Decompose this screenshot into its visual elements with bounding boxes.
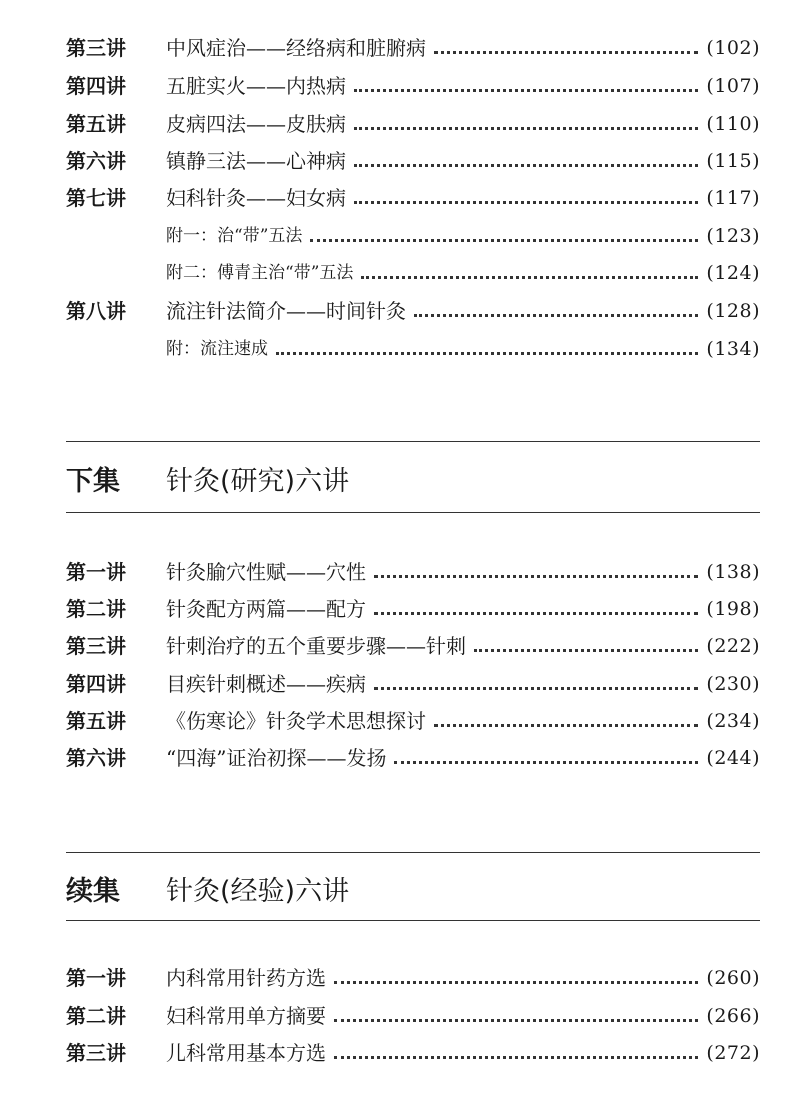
dot-leader <box>276 352 698 355</box>
dot-leader <box>361 276 698 279</box>
toc-entry[interactable] <box>66 181 760 215</box>
dot-leader <box>434 724 698 727</box>
lecture-number: 第五讲 <box>66 709 126 733</box>
lecture-number: 第五讲 <box>66 112 126 136</box>
dot-leader <box>334 981 698 984</box>
toc-subentry[interactable] <box>66 219 760 253</box>
page-number: (260) <box>706 967 760 989</box>
page-number: (102) <box>706 37 760 59</box>
dot-leader <box>354 127 698 130</box>
toc-entry[interactable] <box>66 704 760 738</box>
entry-title: 针刺治疗的五个重要步骤——针刺 <box>166 634 466 658</box>
page-number: (222) <box>706 635 760 657</box>
toc-entry[interactable] <box>66 69 760 103</box>
entry-title: 中风症治——经络病和脏腑病 <box>166 36 426 60</box>
entry-title: 附：流注速成 <box>166 339 268 359</box>
page-number: (272) <box>706 1042 760 1064</box>
dot-leader <box>334 1056 698 1059</box>
page-number: (117) <box>706 187 760 209</box>
toc-entry[interactable] <box>66 999 760 1033</box>
lecture-number: 第二讲 <box>66 1004 126 1028</box>
page-number: (266) <box>706 1005 760 1027</box>
entry-title: 附二：傅青主治“带”五法 <box>166 263 354 283</box>
toc-entry[interactable] <box>66 294 760 328</box>
dot-leader <box>374 575 698 578</box>
lecture-number: 第六讲 <box>66 746 126 770</box>
dot-leader <box>310 239 698 242</box>
lecture-number: 第一讲 <box>66 560 126 584</box>
page-number: (244) <box>706 747 760 769</box>
page-number: (110) <box>706 113 760 135</box>
entry-title: 妇科针灸——妇女病 <box>166 186 346 210</box>
page-number: (198) <box>706 598 760 620</box>
section-top-rule <box>66 441 760 442</box>
toc-entry[interactable] <box>66 144 760 178</box>
page-number: (234) <box>706 710 760 732</box>
section-title: 针灸(经验)六讲 <box>166 875 350 907</box>
entry-title: 《伤寒论》针灸学术思想探讨 <box>166 709 426 733</box>
entry-title: 镇静三法——心神病 <box>166 149 346 173</box>
entry-title: 内科常用针药方选 <box>166 966 326 990</box>
section-bottom-rule <box>66 920 760 921</box>
section-heading <box>66 868 349 908</box>
dot-leader <box>354 201 698 204</box>
dot-leader <box>394 761 698 764</box>
entry-title: 皮病四法——皮肤病 <box>166 112 346 136</box>
entry-title: 儿科常用基本方选 <box>166 1041 326 1065</box>
dot-leader <box>354 89 698 92</box>
dot-leader <box>354 164 698 167</box>
dot-leader <box>434 51 698 54</box>
toc-entry[interactable] <box>66 1036 760 1070</box>
dot-leader <box>474 649 698 652</box>
section-top-rule <box>66 852 760 853</box>
toc-entry[interactable] <box>66 961 760 995</box>
dot-leader <box>414 314 698 317</box>
toc-entry[interactable] <box>66 592 760 626</box>
page-number: (107) <box>706 75 760 97</box>
lecture-number: 第三讲 <box>66 36 126 60</box>
toc-entry[interactable] <box>66 107 760 141</box>
toc-entry[interactable] <box>66 629 760 663</box>
section-label: 续集 <box>66 875 120 907</box>
entry-title: 流注针法简介——时间针灸 <box>166 299 406 323</box>
toc-entry[interactable] <box>66 555 760 589</box>
page-number: (128) <box>706 300 760 322</box>
lecture-number: 第四讲 <box>66 74 126 98</box>
toc-entry[interactable] <box>66 667 760 701</box>
toc-subentry[interactable] <box>66 256 760 290</box>
lecture-number: 第一讲 <box>66 966 126 990</box>
toc-subentry[interactable] <box>66 332 760 366</box>
page-number: (123) <box>706 225 760 247</box>
lecture-number: 第四讲 <box>66 672 126 696</box>
entry-title: 妇科常用单方摘要 <box>166 1004 326 1028</box>
page-number: (230) <box>706 673 760 695</box>
page-number: (134) <box>706 338 760 360</box>
lecture-number: 第二讲 <box>66 597 126 621</box>
dot-leader <box>374 687 698 690</box>
lecture-number: 第三讲 <box>66 1041 126 1065</box>
section-label: 下集 <box>66 465 120 497</box>
dot-leader <box>334 1019 698 1022</box>
lecture-number: 第六讲 <box>66 149 126 173</box>
lecture-number: 第八讲 <box>66 299 126 323</box>
page-number: (115) <box>706 150 760 172</box>
section-title: 针灸(研究)六讲 <box>166 465 350 497</box>
entry-title: 附一：治“带”五法 <box>166 226 303 246</box>
entry-title: 目疾针刺概述——疾病 <box>166 672 366 696</box>
entry-title: 针灸腧穴性赋——穴性 <box>166 560 366 584</box>
section-bottom-rule <box>66 512 760 513</box>
entry-title: 五脏实火——内热病 <box>166 74 346 98</box>
entry-title: “四海”证治初探——发扬 <box>166 746 387 770</box>
lecture-number: 第三讲 <box>66 634 126 658</box>
page-number: (124) <box>706 262 760 284</box>
entry-title: 针灸配方两篇——配方 <box>166 597 366 621</box>
toc-entry[interactable] <box>66 31 760 65</box>
lecture-number: 第七讲 <box>66 186 126 210</box>
page-number: (138) <box>706 561 760 583</box>
toc-entry[interactable] <box>66 741 760 775</box>
dot-leader <box>374 612 698 615</box>
section-heading <box>66 458 349 498</box>
